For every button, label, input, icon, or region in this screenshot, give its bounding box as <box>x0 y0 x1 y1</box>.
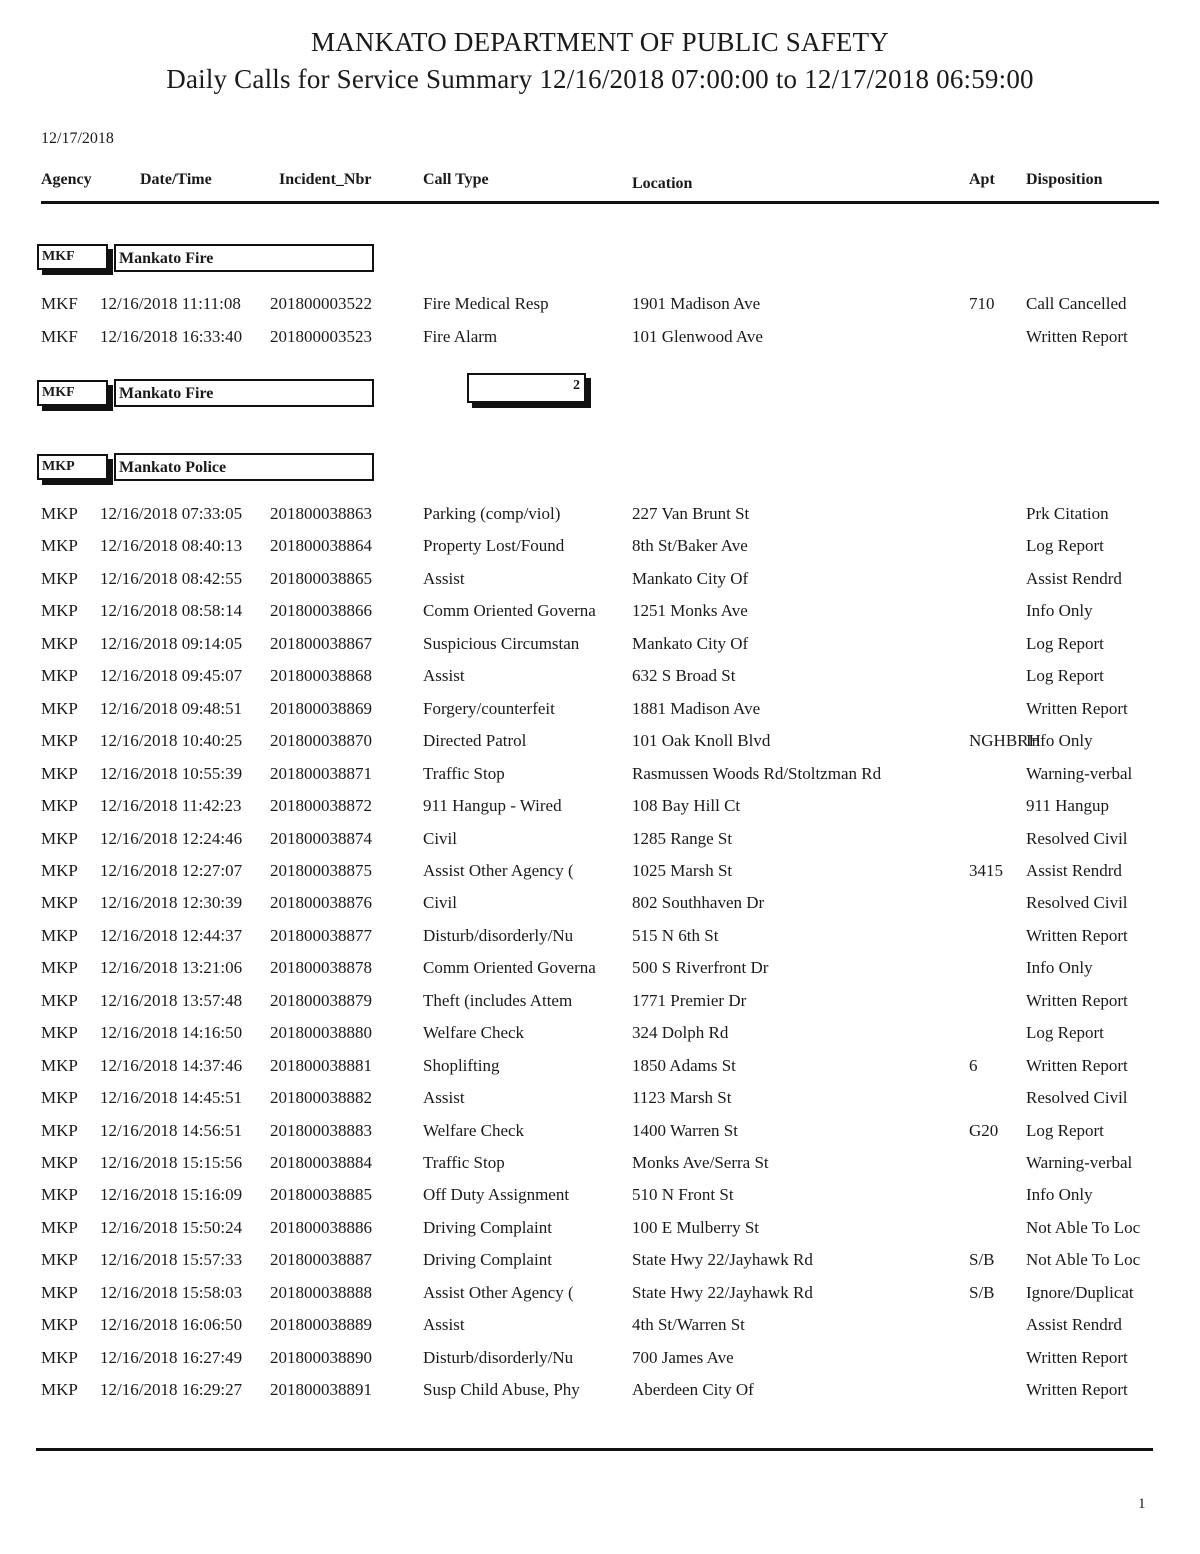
row-location: 8th St/Baker Ave <box>632 536 748 556</box>
table-row <box>0 762 1200 786</box>
row-location: 510 N Front St <box>632 1185 734 1205</box>
row-disposition: Written Report <box>1026 925 1128 945</box>
row-call-type: Shoplifting <box>423 1055 500 1075</box>
row-call-type: Comm Oriented Governa <box>423 601 596 621</box>
row-agency: MKP <box>41 666 78 686</box>
row-datetime: 12/16/2018 13:57:48 <box>100 990 243 1010</box>
row-location: 100 E Mulberry St <box>632 1217 760 1237</box>
group-name-box: Mankato Police <box>114 453 374 481</box>
row-disposition: Warning-verbal <box>1026 763 1133 783</box>
row-incident-number: 201800038884 <box>270 1153 372 1172</box>
table-row <box>0 664 1200 688</box>
row-location: 1901 Madison Ave <box>632 294 761 313</box>
row-call-type: Welfare Check <box>423 1023 525 1043</box>
row-disposition: Not Able To Loc <box>1026 1250 1141 1270</box>
row-incident-number: 201800038887 <box>270 1250 372 1270</box>
row-call-type: Driving Complaint <box>423 1217 552 1237</box>
row-location: 108 Bay Hill Ct <box>632 796 741 816</box>
column-header-agency: Agency <box>41 171 92 188</box>
row-agency: MKP <box>41 1315 78 1335</box>
row-agency: MKP <box>41 536 78 556</box>
row-location: 4th St/Warren St <box>632 1315 745 1335</box>
row-apt: G20 <box>969 1120 999 1140</box>
row-location: 227 Van Brunt St <box>632 504 750 523</box>
table-row <box>0 1346 1200 1370</box>
row-apt: 3415 <box>969 860 1003 880</box>
column-header-disposition: Disposition <box>1026 171 1103 188</box>
row-datetime: 12/16/2018 15:16:09 <box>100 1185 243 1205</box>
row-disposition: Warning-verbal <box>1026 1153 1133 1172</box>
row-incident-number: 201800038888 <box>270 1282 372 1302</box>
row-datetime: 12/16/2018 16:29:27 <box>100 1380 243 1400</box>
row-incident-number: 201800038883 <box>270 1120 372 1140</box>
row-incident-number: 201800038866 <box>270 601 372 621</box>
row-call-type: Assist Other Agency ( <box>423 860 574 880</box>
row-disposition: Call Cancelled <box>1026 294 1127 313</box>
row-location: 1123 Marsh St <box>632 1088 732 1108</box>
row-location: 632 S Broad St <box>632 666 736 686</box>
row-datetime: 12/16/2018 12:27:07 <box>100 860 243 880</box>
row-agency: MKP <box>41 1282 78 1302</box>
row-location: 1771 Premier Dr <box>632 990 747 1010</box>
table-row <box>0 567 1200 591</box>
row-call-type: Assist <box>423 1315 465 1335</box>
row-disposition: Assist Rendrd <box>1026 860 1122 880</box>
group-name-box: Mankato Fire <box>114 244 374 272</box>
table-row <box>0 1021 1200 1045</box>
row-agency: MKF <box>41 327 78 346</box>
header-divider <box>41 201 1159 204</box>
table-row <box>0 859 1200 883</box>
row-location: 1251 Monks Ave <box>632 601 748 621</box>
row-agency: MKP <box>41 731 78 751</box>
row-location: State Hwy 22/Jayhawk Rd <box>632 1250 813 1270</box>
table-row <box>0 1119 1200 1143</box>
row-incident-number: 201800038885 <box>270 1185 372 1205</box>
page-number: 1 <box>1138 1496 1146 1512</box>
column-header-datetime: Date/Time <box>140 171 212 188</box>
row-datetime: 12/16/2018 09:45:07 <box>100 666 243 686</box>
row-incident-number: 201800038875 <box>270 860 372 880</box>
row-location: Aberdeen City Of <box>632 1380 754 1400</box>
row-datetime: 12/16/2018 11:11:08 <box>100 294 241 313</box>
row-datetime: 12/16/2018 16:33:40 <box>100 327 243 346</box>
table-row <box>0 827 1200 851</box>
row-datetime: 12/16/2018 14:45:51 <box>100 1088 243 1108</box>
row-apt: 710 <box>969 294 995 313</box>
row-agency: MKP <box>41 601 78 621</box>
row-datetime: 12/16/2018 10:40:25 <box>100 731 243 751</box>
row-call-type: Welfare Check <box>423 1120 525 1140</box>
row-agency: MKP <box>41 1153 78 1172</box>
row-datetime: 12/16/2018 12:44:37 <box>100 925 243 945</box>
row-incident-number: 201800038871 <box>270 763 372 783</box>
table-row <box>0 1183 1200 1207</box>
row-datetime: 12/16/2018 08:42:55 <box>100 568 243 588</box>
row-disposition: Prk Citation <box>1026 504 1109 523</box>
row-disposition: Info Only <box>1026 958 1093 978</box>
table-row <box>0 1248 1200 1272</box>
group-footer-code-box: MKF <box>37 380 108 406</box>
group-footer-name-box: Mankato Fire <box>114 379 374 407</box>
row-call-type: Assist Other Agency ( <box>423 1282 574 1302</box>
row-agency: MKP <box>41 633 78 653</box>
row-datetime: 12/16/2018 15:50:24 <box>100 1217 243 1237</box>
row-apt: S/B <box>969 1282 995 1302</box>
row-location: 324 Dolph Rd <box>632 1023 729 1043</box>
row-location: Monks Ave/Serra St <box>632 1153 769 1172</box>
group-code-box: MKP <box>37 454 108 480</box>
row-agency: MKP <box>41 1120 78 1140</box>
row-call-type: Civil <box>423 893 458 913</box>
row-datetime: 12/16/2018 12:30:39 <box>100 893 243 913</box>
report-title: MANKATO DEPARTMENT OF PUBLIC SAFETY <box>311 27 889 57</box>
row-incident-number: 201800038863 <box>270 504 372 523</box>
row-agency: MKP <box>41 860 78 880</box>
row-incident-number: 201800038864 <box>270 536 372 556</box>
row-call-type: Off Duty Assignment <box>423 1185 570 1205</box>
report-date: 12/17/2018 <box>41 130 114 147</box>
table-row <box>0 599 1200 623</box>
row-agency: MKP <box>41 698 78 718</box>
row-location: 1285 Range St <box>632 828 733 848</box>
footer-divider <box>36 1448 1153 1451</box>
row-datetime: 12/16/2018 08:40:13 <box>100 536 243 556</box>
row-disposition: Resolved Civil <box>1026 893 1128 913</box>
column-header-incident: Incident_Nbr <box>279 171 372 188</box>
row-agency: MKP <box>41 828 78 848</box>
report-subtitle: Daily Calls for Service Summary 12/16/2018 07:00:00 to 12/17/2018 06:59:00 <box>166 64 1034 94</box>
row-call-type: Suspicious Circumstan <box>423 633 580 653</box>
row-datetime: 12/16/2018 13:21:06 <box>100 958 243 978</box>
row-incident-number: 201800038886 <box>270 1217 372 1237</box>
row-datetime: 12/16/2018 10:55:39 <box>100 763 243 783</box>
table-row <box>0 1054 1200 1078</box>
row-disposition: Log Report <box>1026 666 1104 686</box>
table-row <box>0 794 1200 818</box>
row-agency: MKP <box>41 893 78 913</box>
row-agency: MKP <box>41 1380 78 1400</box>
row-disposition: Assist Rendrd <box>1026 568 1122 588</box>
row-agency: MKP <box>41 568 78 588</box>
row-agency: MKF <box>41 294 78 313</box>
row-agency: MKP <box>41 1250 78 1270</box>
row-incident-number: 201800038874 <box>270 828 372 848</box>
row-location: 1025 Marsh St <box>632 860 733 880</box>
column-header-location: Location <box>632 175 693 192</box>
row-agency: MKP <box>41 990 78 1010</box>
row-apt: S/B <box>969 1250 995 1270</box>
table-row <box>0 697 1200 721</box>
row-location: 101 Glenwood Ave <box>632 327 763 346</box>
table-row <box>0 1086 1200 1110</box>
row-apt: 6 <box>969 1055 978 1075</box>
row-agency: MKP <box>41 958 78 978</box>
table-row <box>0 1378 1200 1402</box>
row-location: 101 Oak Knoll Blvd <box>632 731 771 751</box>
row-incident-number: 201800038889 <box>270 1315 372 1335</box>
row-incident-number: 201800038877 <box>270 925 372 945</box>
row-agency: MKP <box>41 1023 78 1043</box>
row-call-type: Forgery/counterfeit <box>423 698 555 718</box>
row-incident-number: 201800038881 <box>270 1055 372 1075</box>
group-code-box: MKF <box>37 244 108 270</box>
row-location: 1881 Madison Ave <box>632 698 761 718</box>
row-disposition: Written Report <box>1026 990 1128 1010</box>
row-incident-number: 201800038880 <box>270 1023 372 1043</box>
row-call-type: Civil <box>423 828 458 848</box>
row-incident-number: 201800038865 <box>270 568 372 588</box>
row-location: 1400 Warren St <box>632 1120 738 1140</box>
row-call-type: Disturb/disorderly/Nu <box>423 925 574 945</box>
table-row <box>0 1151 1200 1175</box>
row-incident-number: 201800038869 <box>270 698 372 718</box>
row-apt: NGHBRH <box>969 731 1041 751</box>
row-incident-number: 201800038879 <box>270 990 372 1010</box>
row-datetime: 12/16/2018 09:14:05 <box>100 633 243 653</box>
table-row <box>0 1281 1200 1305</box>
row-agency: MKP <box>41 1185 78 1205</box>
row-agency: MKP <box>41 1055 78 1075</box>
row-location: 802 Southhaven Dr <box>632 893 765 913</box>
row-disposition: Written Report <box>1026 1347 1128 1367</box>
row-datetime: 12/16/2018 16:06:50 <box>100 1315 243 1335</box>
row-datetime: 12/16/2018 09:48:51 <box>100 698 243 718</box>
row-call-type: Directed Patrol <box>423 731 527 751</box>
row-incident-number: 201800038876 <box>270 893 372 913</box>
row-agency: MKP <box>41 796 78 816</box>
table-row <box>0 502 1200 526</box>
row-incident-number: 201800038891 <box>270 1380 372 1400</box>
table-row <box>0 989 1200 1013</box>
row-disposition: Resolved Civil <box>1026 1088 1128 1108</box>
row-agency: MKP <box>41 504 78 523</box>
row-location: Mankato City Of <box>632 633 749 653</box>
table-row <box>0 534 1200 558</box>
row-call-type: Assist <box>423 666 465 686</box>
row-call-type: Fire Medical Resp <box>423 294 549 313</box>
row-datetime: 12/16/2018 15:15:56 <box>100 1153 243 1172</box>
row-call-type: Traffic Stop <box>423 1153 505 1172</box>
table-row <box>0 292 1200 316</box>
row-incident-number: 201800003523 <box>270 327 372 346</box>
row-location: 515 N 6th St <box>632 925 719 945</box>
row-call-type: Driving Complaint <box>423 1250 552 1270</box>
row-datetime: 12/16/2018 14:16:50 <box>100 1023 243 1043</box>
table-row <box>0 924 1200 948</box>
column-header-call-type: Call Type <box>423 171 489 188</box>
row-call-type: Assist <box>423 568 465 588</box>
row-agency: MKP <box>41 1217 78 1237</box>
row-call-type: Comm Oriented Governa <box>423 958 596 978</box>
row-disposition: Info Only <box>1026 731 1093 751</box>
row-location: 700 James Ave <box>632 1347 734 1367</box>
row-datetime: 12/16/2018 16:27:49 <box>100 1347 243 1367</box>
row-disposition: Log Report <box>1026 1023 1104 1043</box>
row-disposition: Not Able To Loc <box>1026 1217 1141 1237</box>
table-row <box>0 1313 1200 1337</box>
row-agency: MKP <box>41 1347 78 1367</box>
row-incident-number: 201800038868 <box>270 666 372 686</box>
row-location: 1850 Adams St <box>632 1055 736 1075</box>
row-datetime: 12/16/2018 07:33:05 <box>100 504 243 523</box>
row-call-type: Disturb/disorderly/Nu <box>423 1347 574 1367</box>
row-location: State Hwy 22/Jayhawk Rd <box>632 1282 813 1302</box>
row-call-type: Assist <box>423 1088 465 1108</box>
table-row <box>0 891 1200 915</box>
table-row <box>0 325 1200 349</box>
row-datetime: 12/16/2018 15:57:33 <box>100 1250 243 1270</box>
row-datetime: 12/16/2018 08:58:14 <box>100 601 243 621</box>
row-datetime: 12/16/2018 15:58:03 <box>100 1282 243 1302</box>
row-disposition: Resolved Civil <box>1026 828 1128 848</box>
row-incident-number: 201800038882 <box>270 1088 372 1108</box>
row-agency: MKP <box>41 1088 78 1108</box>
row-incident-number: 201800038890 <box>270 1347 372 1367</box>
row-location: Rasmussen Woods Rd/Stoltzman Rd <box>632 763 882 783</box>
row-incident-number: 201800038872 <box>270 796 372 816</box>
row-disposition: 911 Hangup <box>1026 796 1109 816</box>
row-disposition: Written Report <box>1026 1380 1128 1400</box>
row-disposition: Ignore/Duplicat <box>1026 1282 1134 1302</box>
row-datetime: 12/16/2018 14:56:51 <box>100 1120 243 1140</box>
table-row <box>0 1216 1200 1240</box>
row-call-type: Theft (includes Attem <box>423 990 573 1010</box>
row-disposition: Written Report <box>1026 1055 1128 1075</box>
row-incident-number: 201800038870 <box>270 731 372 751</box>
table-row <box>0 956 1200 980</box>
row-disposition: Info Only <box>1026 601 1093 621</box>
row-incident-number: 201800038867 <box>270 633 372 653</box>
row-disposition: Written Report <box>1026 698 1128 718</box>
column-header-apt: Apt <box>969 171 995 188</box>
row-call-type: 911 Hangup - Wired <box>423 796 562 816</box>
row-location: Mankato City Of <box>632 568 749 588</box>
row-disposition: Log Report <box>1026 633 1104 653</box>
row-incident-number: 201800038878 <box>270 958 372 978</box>
row-call-type: Traffic Stop <box>423 763 505 783</box>
row-datetime: 12/16/2018 14:37:46 <box>100 1055 243 1075</box>
row-call-type: Property Lost/Found <box>423 536 565 556</box>
row-call-type: Susp Child Abuse, Phy <box>423 1380 580 1400</box>
table-row <box>0 729 1200 753</box>
table-row <box>0 632 1200 656</box>
row-incident-number: 201800003522 <box>270 294 372 313</box>
row-agency: MKP <box>41 763 78 783</box>
row-disposition: Written Report <box>1026 327 1128 346</box>
row-datetime: 12/16/2018 12:24:46 <box>100 828 243 848</box>
row-call-type: Fire Alarm <box>423 327 498 346</box>
row-disposition: Log Report <box>1026 536 1104 556</box>
row-call-type: Parking (comp/viol) <box>423 504 561 523</box>
row-disposition: Log Report <box>1026 1120 1104 1140</box>
group-count-box: 2 <box>467 373 586 403</box>
row-datetime: 12/16/2018 11:42:23 <box>100 796 242 816</box>
row-disposition: Assist Rendrd <box>1026 1315 1122 1335</box>
row-agency: MKP <box>41 925 78 945</box>
row-location: 500 S Riverfront Dr <box>632 958 769 978</box>
row-disposition: Info Only <box>1026 1185 1093 1205</box>
